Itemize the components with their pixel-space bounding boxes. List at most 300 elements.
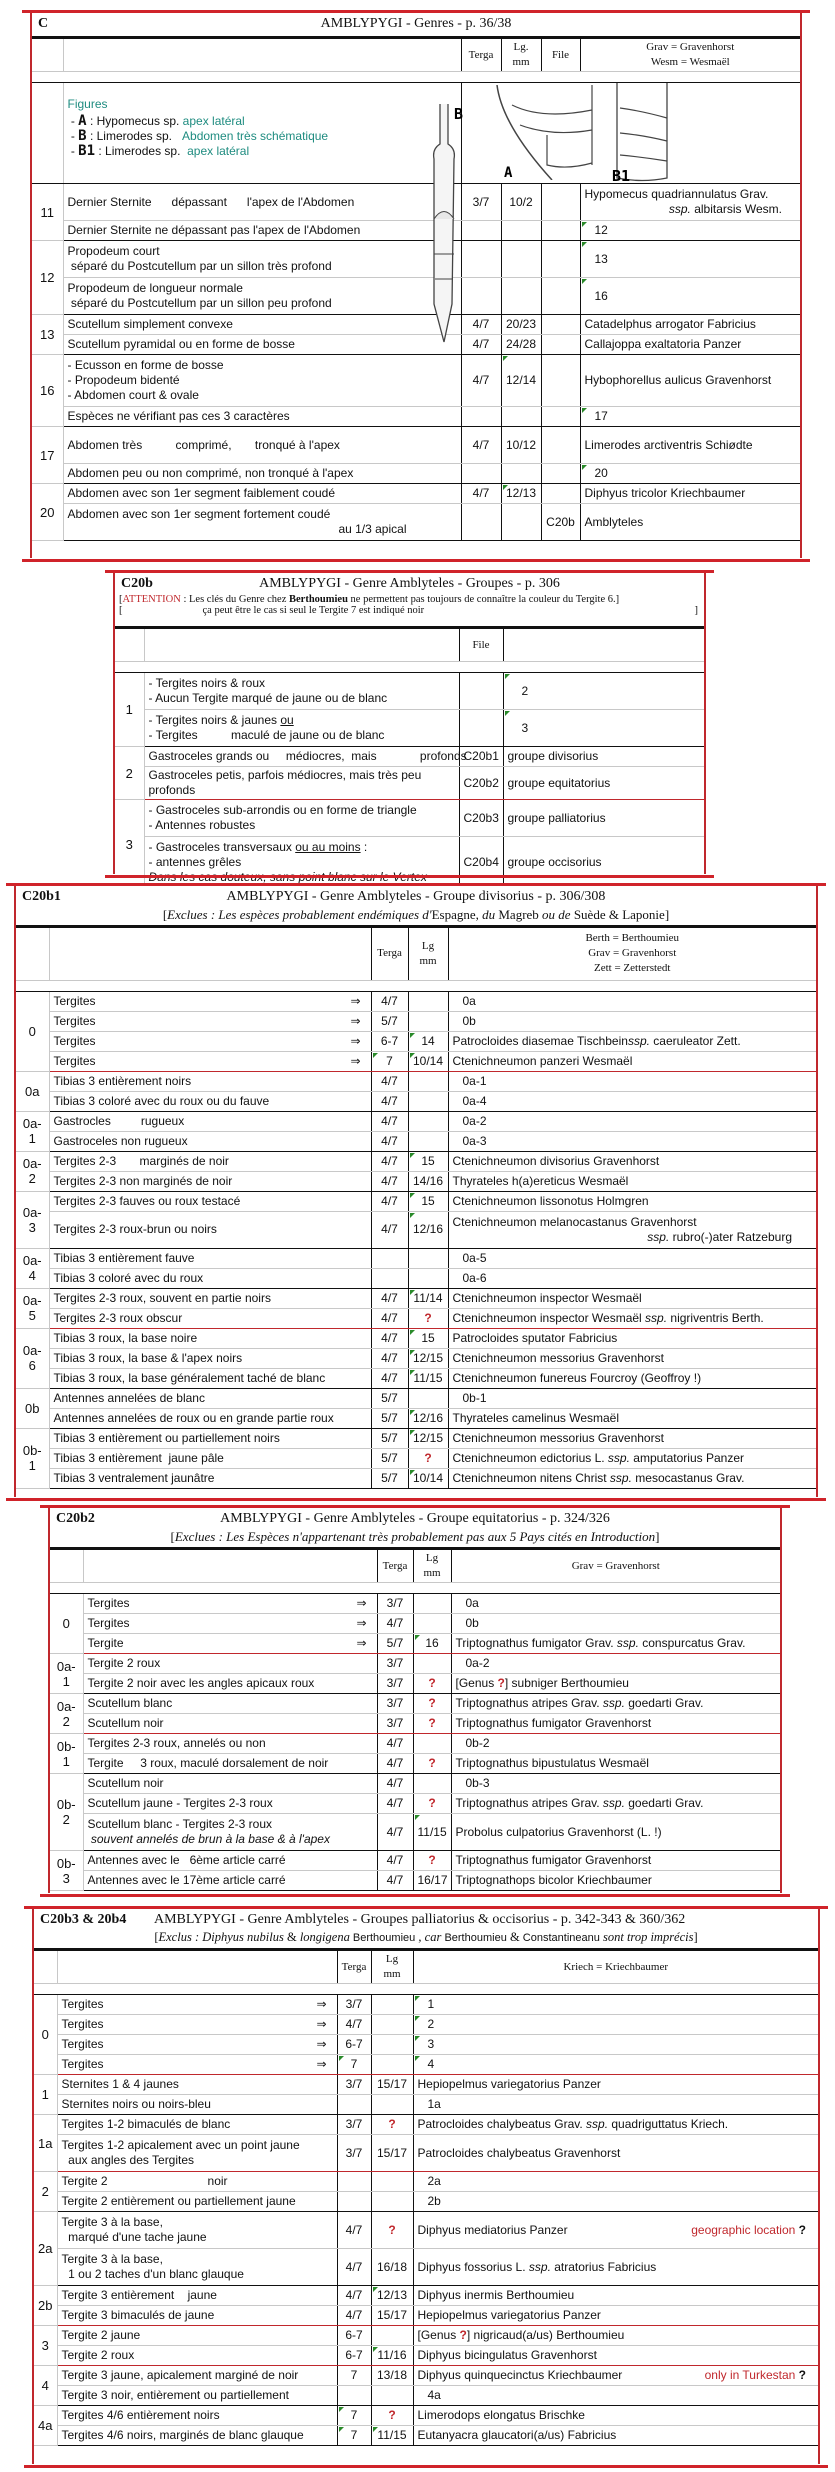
figure-a-illustration [492,85,602,180]
table-row [16,1448,816,1468]
length-value: 14/16 [408,1171,448,1191]
file-link[interactable]: C20b1 [459,747,503,767]
goto-link[interactable]: 3 [503,710,704,747]
length-value [408,1111,448,1131]
section-c20b3-4-palliatorius-occisorius [32,1908,820,2464]
row-description: Tergites ⇒ [83,1594,377,1614]
table-row [50,1694,780,1714]
terga-value: 6-7 [337,2035,371,2055]
goto-link[interactable]: 0a [448,991,816,1011]
section-title: AMBLYPYGI - Genre Amblyteles - Groupes - p. 306 [259,576,560,591]
goto-link[interactable]: 20 [580,464,800,484]
length-value: ? [371,2115,413,2135]
row-description: Gastroceles grands ou médiocres, mais profonds [144,747,459,767]
table-row [50,1714,780,1734]
table-row [34,2286,818,2306]
row-description: Tergites ⇒ [57,2035,337,2055]
table-row [34,2326,818,2346]
section-c20b2-equitatorius [48,1507,782,1893]
goto-link[interactable]: 0a-3 [448,1131,816,1151]
table-row [34,2075,818,2095]
row-description: Tergites ⇒ [57,1995,337,2015]
row-description: Tibias 3 ventralement jaunâtre [49,1468,371,1488]
length-value: 16/17 [413,1871,451,1891]
result-species: Triptognathus fumigator Gravenhorst [451,1851,780,1871]
length-value [408,1131,448,1151]
length-value: ? [413,1674,451,1694]
row-description: Tergite 2 roux [83,1654,377,1674]
figure-label-b: B [454,105,464,123]
terga-value: 3/7 [337,2115,371,2135]
terga-value: 4/7 [371,1071,408,1091]
arrow-icon: ⇒ [316,2017,327,2031]
terga-value: 3/7 [337,2135,371,2172]
table-row: 13 Scutellum simplement convexe 4/7 20/23 Catadelphus arrogator Fabricius [32,315,800,335]
table-row [115,673,704,710]
length-value [408,1248,448,1268]
file-link[interactable]: C20b4 [459,837,503,889]
row-description: Tergite 2 roux [57,2346,337,2366]
goto-link[interactable]: 2 [503,673,704,710]
table-row [16,1151,816,1171]
table-row [34,2135,818,2172]
couplet-number: 3 [115,800,144,889]
goto-link[interactable]: 2 [413,2015,818,2035]
length-value: 15 [408,1191,448,1211]
couplet-number: 0 [16,991,49,1071]
terga-value: 4/7 [377,1754,413,1774]
length-value: 11/15 [408,1368,448,1388]
section-c20b-groupes [113,572,706,874]
table-row [50,1634,780,1654]
couplet-number: 1a [34,2115,57,2172]
row-description: Tibias 3 roux, la base généralement taché de blanc [49,1368,371,1388]
length-value: 11/14 [408,1288,448,1308]
row-description: Tergites ⇒ [57,2055,337,2075]
length-value [371,1995,413,2015]
length-value [408,1388,448,1408]
length-value: ? [413,1851,451,1871]
result-species: Hepiopelmus variegatorius Panzer [413,2075,818,2095]
table-row [16,1191,816,1211]
goto-link[interactable]: 4a [413,2386,818,2406]
goto-link[interactable]: 0b-3 [451,1774,780,1794]
couplet-number: 0b-3 [50,1851,83,1891]
goto-link[interactable]: 0b [451,1614,780,1634]
table-row [115,710,704,747]
couplet-number: 0b [16,1388,49,1428]
row-description: Tergite ⇒ [83,1634,377,1654]
section-title: AMBLYPYGI - Genre Amblyteles - Groupe equitatorius - p. 324/326 [220,1511,610,1526]
figure-label-a: A [503,165,512,180]
section-code: C20b1 [22,889,61,904]
terga-value: 5/7 [371,1428,408,1448]
row-description: Dernier Sternite ne dépassant pas l'apex de l'Abdomen [63,221,461,241]
goto-link[interactable]: 12 [580,221,800,241]
couplet-number: 0a-4 [16,1248,49,1288]
table-row [34,2055,818,2075]
goto-link[interactable]: 16 [580,278,800,315]
section-header [16,885,816,928]
length-value: 15 [408,1151,448,1171]
couplet-number: 1 [34,2075,57,2115]
result-species: [Genus ?] subniger Berthoumieu [451,1674,780,1694]
length-value: 15 [408,1328,448,1348]
row-description: Tergites 4/6 noirs, marginés de blanc glauque [57,2426,337,2446]
row-description: Tibias 3 entièrement jaune pâle [49,1448,371,1468]
row-description: Tibias 3 roux, la base & l'apex noirs [49,1348,371,1368]
terga-value: 7 [337,2055,371,2075]
row-description: Tibias 3 coloré avec du roux ou du fauve [49,1091,371,1111]
couplet-number: 20 [32,484,63,541]
arrow-icon: ⇒ [350,1053,361,1068]
result-species: Ctenichneumon nitens Christ ssp. mesocastanus Grav. [448,1468,816,1488]
couplet-number: 0a-1 [16,1111,49,1151]
table-row [32,241,800,278]
table-row [16,1408,816,1428]
terga-value: 5/7 [371,1408,408,1428]
col-terga: Terga [337,1951,371,1984]
length-value: ? [408,1448,448,1468]
section-title: AMBLYPYGI - Genre Amblyteles - Groupe divisorius - p. 306/308 [226,889,606,904]
terga-value: 4/7 [377,1871,413,1891]
terga-value: 4/7 [371,1328,408,1348]
row-description: Tergites 2-3 marginés de noir [49,1151,371,1171]
goto-link[interactable]: 2a [413,2172,818,2192]
table-row [16,1031,816,1051]
figures-row [32,83,800,184]
row-description: Tergite 3 bimaculés de jaune [57,2306,337,2326]
couplet-number: 13 [32,315,63,355]
goto-link[interactable]: 4 [413,2055,818,2075]
goto-link[interactable]: 0a-6 [448,1268,816,1288]
table-row [16,1288,816,1308]
arrow-icon: ⇒ [350,1013,361,1028]
terga-value: 4/7 [377,1734,413,1754]
row-description: Tergites 4/6 entièrement noirs [57,2406,337,2426]
terga-value: 4/7 [371,1151,408,1171]
goto-link[interactable]: 0b [448,1011,816,1031]
result-species: Patrocloides diasemae Tischbeinssp. caeruleator Zett. [448,1031,816,1051]
table-row [50,1614,780,1634]
length-value: 14 [408,1031,448,1051]
terga-value: 4/7 [371,1091,408,1111]
goto-link[interactable]: 17 [580,407,800,427]
terga-value: 4/7 [337,2212,371,2249]
row-description: - Tergites noirs & roux - Aucun Tergite marqué de jaune ou de blanc [144,673,459,710]
length-value [408,1268,448,1288]
key-table [32,39,800,541]
terga-value [371,1268,408,1288]
terga-value: 5/7 [371,1388,408,1408]
row-description: Scutellum noir [83,1774,377,1794]
row-description: Tergite 2 jaune [57,2326,337,2346]
couplet-number: 2a [34,2212,57,2286]
attention-note: [ATTENTION : Les clés du Genre chez Berthoumieu ne permettent pas toujours de connaître la couleur du Tergite 6.] [119,594,620,605]
row-description: Tergites ⇒ [49,1051,371,1071]
result-species: Triptognathus bipustulatus Wesmaël [451,1754,780,1774]
couplet-number: 0a [16,1071,49,1111]
couplet-number: 0 [34,1995,57,2075]
terga-value: 7 [337,2366,371,2386]
terga-value: 4/7 [371,1368,408,1388]
section-title: AMBLYPYGI - Genre Amblyteles - Groupes palliatorius & occisorius - p. 342-343 & 360/362 [154,1912,686,1927]
goto-link[interactable]: 0b-2 [451,1734,780,1754]
table-row [50,1814,780,1851]
couplet-number: 4a [34,2406,57,2446]
terga-value: 4/7 [371,1131,408,1151]
terga-value: 4/7 [377,1614,413,1634]
length-value [371,2326,413,2346]
table-row [50,1734,780,1754]
col-lg: Lg mm [408,928,448,980]
length-value [413,1594,451,1614]
row-description: Tibias 3 entièrement fauve [49,1248,371,1268]
terga-value [337,2095,371,2115]
length-value [371,2095,413,2115]
note: only in Turkestan [704,2368,796,2382]
col-terga: Terga [371,928,408,980]
table-row: 20 Abdomen avec son 1er segment faiblement coudé 4/7 12/13 Diphyus tricolor Kriechbaumer [32,484,800,504]
couplet-number: 0a-1 [50,1654,83,1694]
group-name: groupe occisorius [503,837,704,889]
couplet-number: 16 [32,355,63,427]
arrow-icon: ⇒ [356,1596,367,1610]
row-description: Dernier Sternite dépassant l'apex de l'Abdomen [63,184,461,221]
length-value: 10/2 [501,184,541,221]
row-description: Tergite 3 jaune, apicalement marginé de noir [57,2366,337,2386]
col-abbreviations: Grav = Gravenhorst [451,1550,780,1583]
goto-link[interactable]: 0a [451,1594,780,1614]
terga-value: 6-7 [371,1031,408,1051]
col-lg: Lg mm [371,1951,413,1984]
row-description: Scutellum noir [83,1714,377,1734]
terga-value: 4/7 [337,2306,371,2326]
row-description: Tergites ⇒ [49,1031,371,1051]
table-row [50,1871,780,1891]
result-species: Ctenichneumon melanocastanus Gravenhorst ssp. rubro(-)ater Ratzeburg [448,1211,816,1248]
goto-link[interactable]: 2b [413,2192,818,2212]
col-lg: Lg. mm [501,39,541,72]
terga-value: 4/7 [371,1308,408,1328]
couplet-number: 0b-1 [16,1428,49,1488]
figure-label-b1: B1 [611,167,630,183]
col-abbreviations: Kriech = Kriechbaumer [413,1951,818,1984]
key-table [34,1951,818,2446]
table-row [16,1248,816,1268]
row-description: Tergites 1-2 bimaculés de blanc [57,2115,337,2135]
table-row [32,504,800,541]
terga-value: 4/7 [371,1288,408,1308]
couplet-number: 1 [115,673,144,747]
figures-heading: Figures [67,97,108,111]
section-code: C20b2 [56,1511,95,1526]
table-row [16,1171,816,1191]
goto-link[interactable]: 0b-1 [448,1388,816,1408]
table-row [50,1774,780,1794]
length-value: 10/14 [408,1468,448,1488]
table-row [34,2406,818,2426]
row-description: Tibias 3 entièrement noirs [49,1071,371,1091]
length-value: ? [371,2212,413,2249]
figure-legend-a: - A : Hypomecus sp. apex latéral [67,113,245,129]
table-row [34,2115,818,2135]
terga-value [337,2386,371,2406]
table-row [34,2015,818,2035]
table-row [34,2366,818,2386]
goto-link[interactable]: 0a-4 [448,1091,816,1111]
couplet-number: 4 [34,2366,57,2406]
table-row [16,1328,816,1348]
row-description: Tergites 2-3 roux, annelés ou non [83,1734,377,1754]
result-species: Triptognathus atripes Grav. ssp. goedarti Grav. [451,1794,780,1814]
file-link[interactable]: C20b2 [459,767,503,800]
row-description: Tergites ⇒ [49,1011,371,1031]
table-row [16,1368,816,1388]
arrow-icon: ⇒ [316,2057,327,2071]
length-value [371,2192,413,2212]
col-lg: Lg mm [413,1550,451,1583]
row-description: Propodeum court séparé du Postcutellum par un sillon très profond [63,241,461,278]
result-species: Ctenichneumon lissonotus Holmgren [448,1191,816,1211]
row-description: Scutellum pyramidal ou en forme de bosse [63,335,461,355]
terga-value: 4/7 [377,1814,413,1851]
attention-note-line2: [ ça peut être le cas si seul le Tergite 7 est indiqué noir ] [119,605,698,616]
couplet-number: 0a-5 [16,1288,49,1328]
file-link[interactable]: C20b3 [459,800,503,837]
couplet-number: 12 [32,241,63,315]
length-value: 12/13 [371,2286,413,2306]
table-row [34,2095,818,2115]
table-row [50,1654,780,1674]
goto-link[interactable]: 0a-2 [451,1654,780,1674]
goto-link[interactable]: 13 [580,241,800,278]
length-value [408,1091,448,1111]
row-description: Gastrocles rugueux [49,1111,371,1131]
row-description: Abdomen avec son 1er segment fortement coudé au 1/3 apical [63,504,461,541]
result-species: Ctenichneumon inspector Wesmaël [448,1288,816,1308]
row-description: Tergite 3 entièrement jaune [57,2286,337,2306]
result-species: Patrocloides sputator Fabricius [448,1328,816,1348]
terga-value: 4/7 [377,1851,413,1871]
length-value: ? [408,1308,448,1328]
length-value: 11/15 [371,2426,413,2446]
table-row [115,767,704,800]
length-value: 16 [413,1634,451,1654]
terga-value: 5/7 [377,1634,413,1654]
terga-value: 3/7 [377,1714,413,1734]
result-species: Limerodes arctiventris Schiødte [580,427,800,464]
couplet-number: 0 [50,1594,83,1654]
row-description: Tergite 2 entièrement ou partiellement jaune [57,2192,337,2212]
result-species: Catadelphus arrogator Fabricius [580,315,800,335]
goto-link[interactable]: 0a-1 [448,1071,816,1091]
goto-link[interactable]: 1a [413,2095,818,2115]
length-value [413,1614,451,1634]
length-value [371,2035,413,2055]
table-row [16,1011,816,1031]
terga-value: 7 [371,1051,408,1071]
table-row [34,2035,818,2055]
couplet-number: 3 [34,2326,57,2366]
table-row [34,2426,818,2446]
section-header [115,572,704,629]
terga-value: 7 [337,2426,371,2446]
table-row [32,184,800,221]
length-value: 15/17 [371,2135,413,2172]
table-row [115,747,704,767]
terga-value: 4/7 [371,991,408,1011]
length-value: 16/18 [371,2249,413,2286]
result-species: Ctenichneumon messorius Gravenhorst [448,1428,816,1448]
result-species: Ctenichneumon divisorius Gravenhorst [448,1151,816,1171]
result-species: Thyrateles h(a)ereticus Wesmaël [448,1171,816,1191]
terga-value: 4/7 [337,2249,371,2286]
result-species: Triptognathus fumigator Grav. ssp. conspurcatus Grav. [451,1634,780,1654]
terga-value: 4/7 [377,1774,413,1794]
length-value [408,1071,448,1091]
length-value [408,1011,448,1031]
goto-link[interactable]: 0a-2 [448,1111,816,1131]
arrow-icon: ⇒ [356,1616,367,1630]
result-species: Diphyus tricolor Kriechbaumer [580,484,800,504]
length-value: 12/15 [408,1348,448,1368]
col-file: File [541,39,580,72]
group-name: groupe palliatorius [503,800,704,837]
table-row [16,1211,816,1248]
result-species: Diphyus fossorius L. ssp. atratorius Fabricius [413,2249,818,2286]
table-row [16,1308,816,1328]
row-description: Tergites 2-3 roux obscur [49,1308,371,1328]
row-description: Tergite 3 noir, entièrement ou partiellement [57,2386,337,2406]
terga-value [337,2192,371,2212]
terga-value: 6-7 [337,2326,371,2346]
file-link[interactable]: C20b [541,504,580,541]
terga-value: 4/7 [371,1211,408,1248]
table-row [50,1754,780,1774]
result-species: Patrocloides chalybeatus Gravenhorst [413,2135,818,2172]
result-species: Hypomecus quadriannulatus Grav. ssp. albitarsis Wesm. [580,184,800,221]
row-description: Tergite 3 à la base, marqué d'une tache jaune [57,2212,337,2249]
row-description: Antennes annelées de blanc [49,1388,371,1408]
goto-link[interactable]: 0a-5 [448,1248,816,1268]
couplet-number: 11 [32,184,63,241]
length-value: 12/16 [408,1408,448,1428]
arrow-icon: ⇒ [356,1636,367,1650]
red-divider [24,2465,828,2468]
figure-b1-illustration [612,83,682,183]
terga-value: 3/7 [377,1694,413,1714]
couplet-number: 0b-2 [50,1774,83,1851]
result-species: Callajoppa exaltatoria Panzer [580,335,800,355]
length-value: ? [413,1794,451,1814]
row-description: Tibias 3 roux, la base noire [49,1328,371,1348]
row-description: - Tergites noirs & jaunes ou - Tergites maculé de jaune ou de blanc [144,710,459,747]
goto-link[interactable]: 3 [413,2035,818,2055]
goto-link[interactable]: 1 [413,1995,818,2015]
length-value [413,1654,451,1674]
length-value [371,2015,413,2035]
result-species: Ctenichneumon funereus Fourcroy (Geoffroy !) [448,1368,816,1388]
table-row [34,2346,818,2366]
terga-value: 4/7 [371,1348,408,1368]
section-header [32,12,800,39]
section-header [34,1908,818,1951]
table-row: 17 Abdomen très comprimé, tronqué à l'apex 4/7 10/12 Limerodes arctiventris Schiødte [32,427,800,464]
result-species: Ctenichneumon panzeri Wesmaël [448,1051,816,1071]
couplet-number: 2 [115,747,144,800]
row-description: Tergites 1-2 apicalement avec un point jaune aux angles des Tergites [57,2135,337,2172]
